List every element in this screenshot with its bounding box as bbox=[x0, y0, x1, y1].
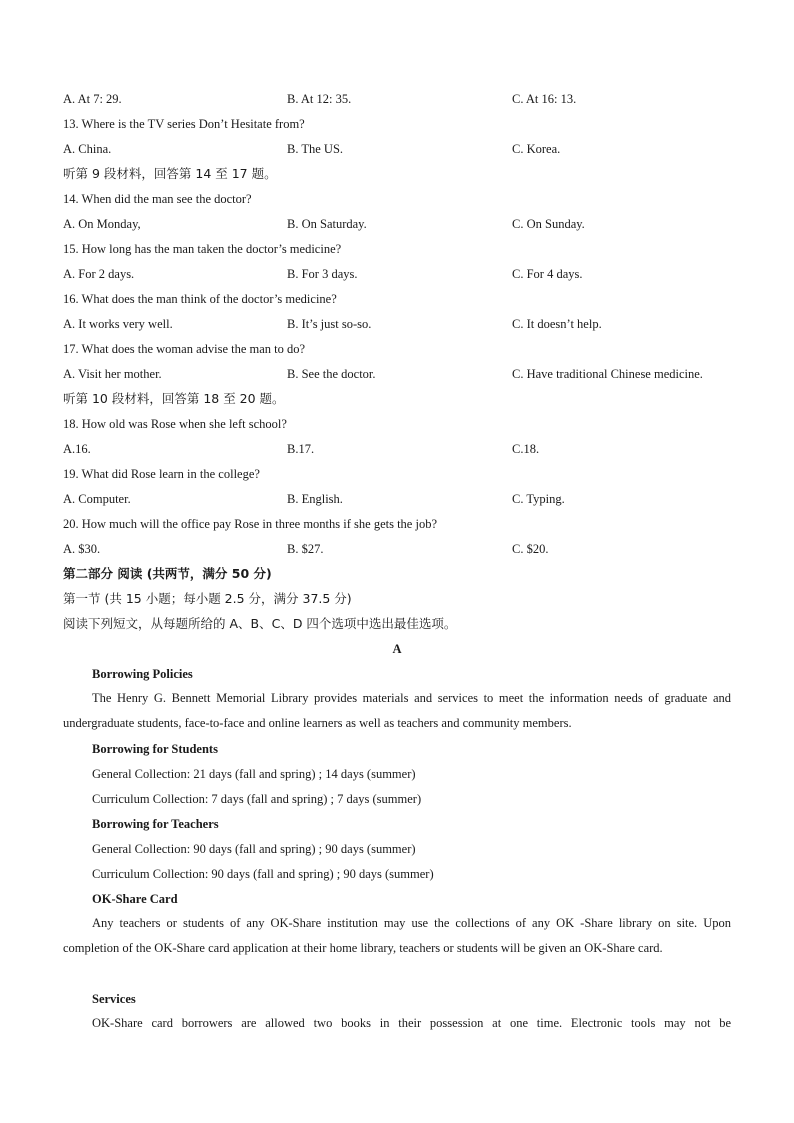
part-2-title: 第二部分 阅读 (共两节，满分 50 分) bbox=[63, 566, 272, 581]
question-18: 18. How old was Rose when she left school? bbox=[63, 417, 287, 431]
q16-options bbox=[63, 315, 731, 333]
reading-instruction: 阅读下列短文，从每题所给的 A、B、C、D 四个选项中选出最佳选项。 bbox=[63, 616, 457, 631]
passage-label: A bbox=[392, 642, 402, 656]
q19-option-b: B. English. bbox=[287, 492, 343, 506]
q12-option-b: B. At 12: 35. bbox=[287, 92, 352, 106]
q18-option-b: B.17. bbox=[287, 442, 315, 456]
teachers-general-collection: General Collection: 90 days (fall and spring) ; 90 days (summer) bbox=[92, 842, 416, 856]
q19-option-c: C. Typing. bbox=[512, 492, 565, 506]
students-curriculum-collection: Curriculum Collection: 7 days (fall and spring) ; 7 days (summer) bbox=[92, 792, 422, 806]
okshare-heading: OK-Share Card bbox=[92, 892, 178, 906]
teachers-heading: Borrowing for Teachers bbox=[92, 817, 219, 831]
q12-options bbox=[63, 90, 731, 108]
q14-option-a: A. On Monday, bbox=[63, 217, 141, 231]
q14-options bbox=[63, 215, 731, 233]
q12-option-a: A. At 7: 29. bbox=[63, 92, 122, 106]
q13-options bbox=[63, 140, 731, 158]
q17-option-a: A. Visit her mother. bbox=[63, 367, 162, 381]
q20-option-c: C. $20. bbox=[512, 542, 549, 556]
q16-option-b: B. It’s just so-so. bbox=[287, 317, 372, 331]
section-10-instruction: 听第 10 段材料，回答第 18 至 20 题。 bbox=[63, 391, 285, 406]
q15-option-c: C. For 4 days. bbox=[512, 267, 583, 281]
q18-options bbox=[63, 440, 731, 458]
question-15: 15. How long has the man taken the doctor’s medicine? bbox=[63, 242, 342, 256]
okshare-text: Any teachers or students of any OK-Share institution may use the collections of any OK -Share library on site. Upon completion of the OK-Share card application at their home library, teachers or students will be given an OK-Share card. bbox=[63, 916, 731, 955]
q17-option-b: B. See the doctor. bbox=[287, 367, 376, 381]
q20-option-a: A. $30. bbox=[63, 542, 101, 556]
passage-heading: Borrowing Policies bbox=[92, 667, 193, 681]
q13-option-a: A. China. bbox=[63, 142, 112, 156]
students-heading: Borrowing for Students bbox=[92, 742, 218, 756]
q18-option-c: C.18. bbox=[512, 442, 540, 456]
q14-option-b: B. On Saturday. bbox=[287, 217, 367, 231]
services-heading: Services bbox=[92, 992, 136, 1006]
q20-options bbox=[63, 540, 731, 558]
teachers-curriculum-collection: Curriculum Collection: 90 days (fall and spring) ; 90 days (summer) bbox=[92, 867, 434, 881]
question-16: 16. What does the man think of the doctor’s medicine? bbox=[63, 292, 337, 306]
q15-options bbox=[63, 265, 731, 283]
q16-option-a: A. It works very well. bbox=[63, 317, 173, 331]
question-20: 20. How much will the office pay Rose in three months if she gets the job? bbox=[63, 517, 437, 531]
services-text: OK-Share card borrowers are allowed two books in their possession at one time. Electronic tools may not be bbox=[92, 1016, 731, 1030]
question-14: 14. When did the man see the doctor? bbox=[63, 192, 252, 206]
q16-option-c: C. It doesn’t help. bbox=[512, 317, 602, 331]
q14-option-c: C. On Sunday. bbox=[512, 217, 585, 231]
question-17: 17. What does the woman advise the man to do? bbox=[63, 342, 306, 356]
q13-option-c: C. Korea. bbox=[512, 142, 561, 156]
question-13: 13. Where is the TV series Don’t Hesitate from? bbox=[63, 117, 305, 131]
students-general-collection: General Collection: 21 days (fall and spring) ; 14 days (summer) bbox=[92, 767, 416, 781]
q17-option-c: C. Have traditional Chinese medicine. bbox=[512, 367, 703, 381]
q19-options bbox=[63, 490, 731, 508]
q19-option-a: A. Computer. bbox=[63, 492, 131, 506]
section-9-instruction: 听第 9 段材料，回答第 14 至 17 题。 bbox=[63, 166, 277, 181]
q17-options bbox=[63, 365, 731, 383]
q13-option-b: B. The US. bbox=[287, 142, 344, 156]
q18-option-a: A.16. bbox=[63, 442, 91, 456]
passage-intro: The Henry G. Bennett Memorial Library provides materials and services to meet the information needs of graduate and undergraduate students, face-to-face and online learners as well as teachers and community members. bbox=[63, 691, 731, 730]
q15-option-a: A. For 2 days. bbox=[63, 267, 135, 281]
section-1-heading: 第一节 (共 15 小题；每小题 2.5 分，满分 37.5 分) bbox=[63, 591, 352, 606]
q15-option-b: B. For 3 days. bbox=[287, 267, 358, 281]
q20-option-b: B. $27. bbox=[287, 542, 324, 556]
question-19: 19. What did Rose learn in the college? bbox=[63, 467, 260, 481]
q12-option-c: C. At 16: 13. bbox=[512, 92, 577, 106]
